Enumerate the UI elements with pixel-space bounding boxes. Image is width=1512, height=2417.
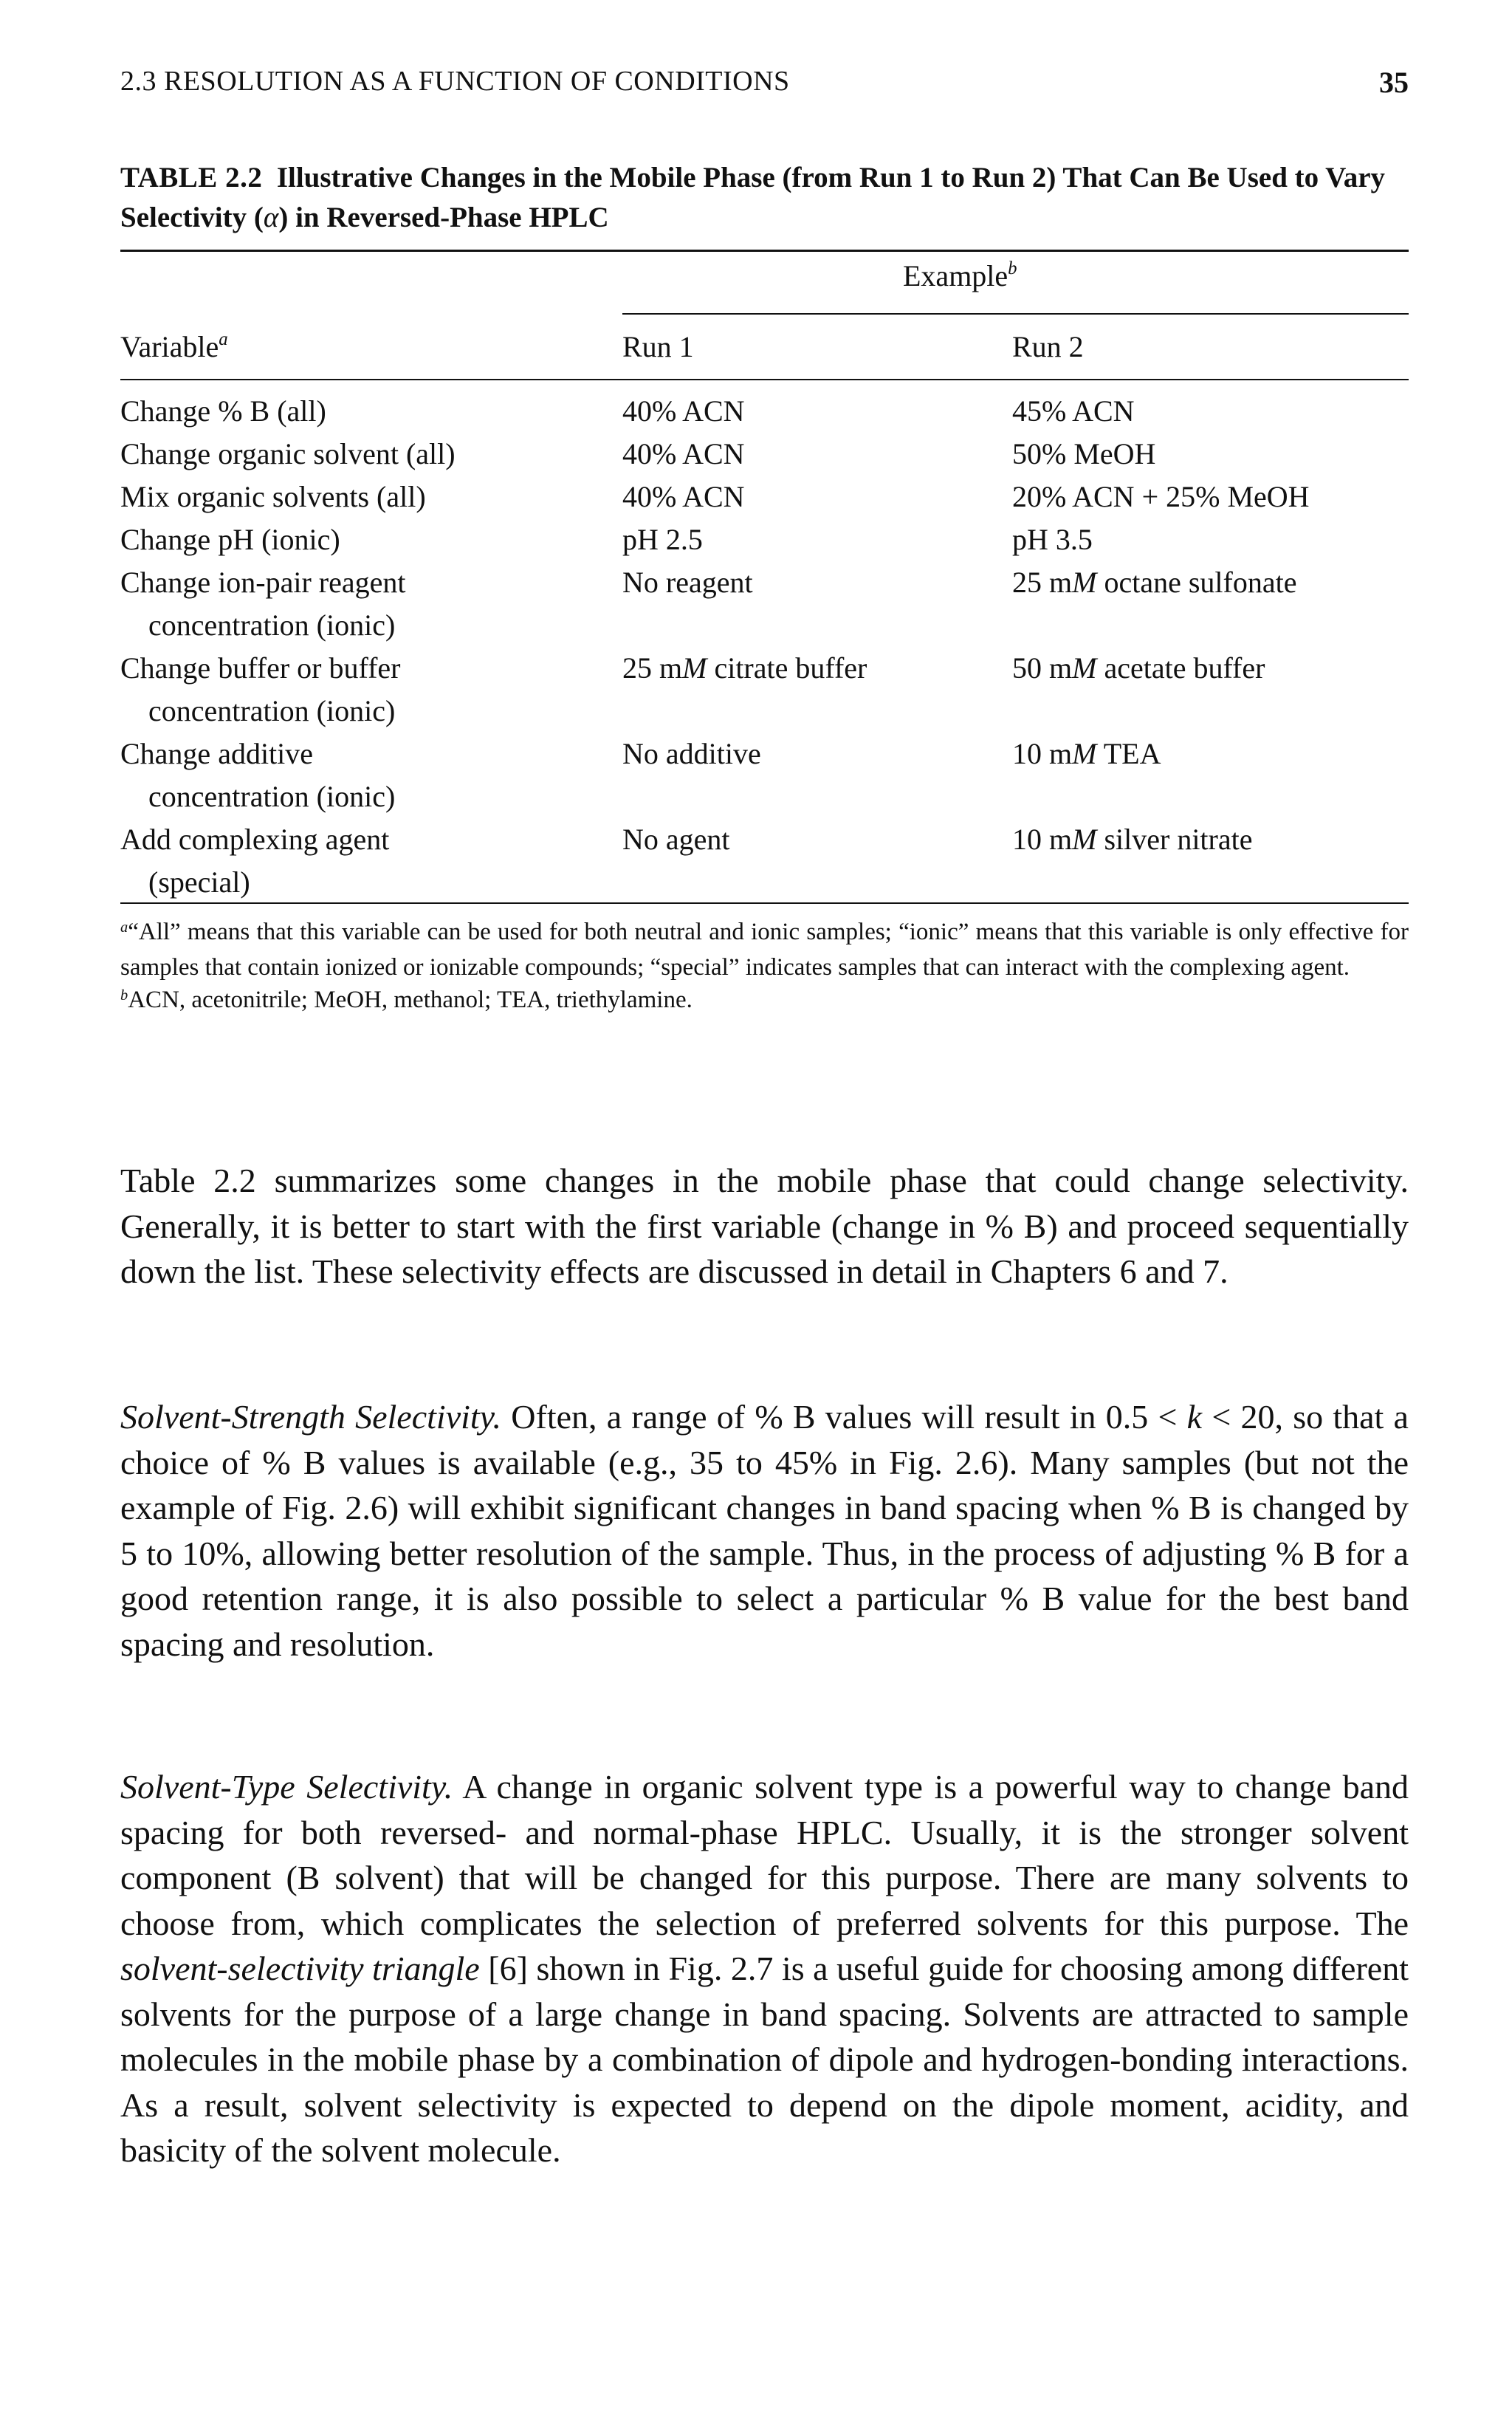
run1-cell xyxy=(622,476,745,518)
running-title: 2.3 RESOLUTION AS A FUNCTION OF CONDITIONS xyxy=(120,66,790,97)
footnote-b-mark: b xyxy=(120,987,128,1004)
run2-cell xyxy=(1012,561,1296,604)
variable-note-mark: a xyxy=(219,329,228,349)
paragraph-solvent-type xyxy=(120,1764,1409,2173)
table-title-part2: ) in Reversed-Phase HPLC xyxy=(278,202,609,233)
table-row xyxy=(120,561,1409,647)
run2-cell xyxy=(1012,647,1265,690)
paragraph-solvent-strength xyxy=(120,1394,1409,1667)
run2-unit: M xyxy=(1072,823,1097,856)
variable-cell xyxy=(120,476,608,518)
run2-cell xyxy=(1012,733,1161,775)
column-header-run2: Run 2 xyxy=(1012,330,1084,363)
run1-text-rest: citrate buffer xyxy=(707,651,867,685)
book-page xyxy=(120,0,1409,2417)
run2-cell xyxy=(1012,433,1155,476)
variable-text: Mix organic solvents (all) xyxy=(120,480,426,513)
table-row xyxy=(120,390,1409,433)
footnote-a-mark: a xyxy=(120,919,128,936)
paragraph-text: A change in organic solvent type is a powerful way to change band spacing for both reversed- and normal-phase HPLC. Usually, it is the stronger solvent component (B solvent) that will be changed for this purpose. There are many solvents to choose from, which complicates the selection of preferred solvents for this purpose. The xyxy=(120,1768,1409,1942)
run2-text: 25 m xyxy=(1012,566,1073,599)
run2-cell xyxy=(1012,390,1135,433)
run1-text: 25 m xyxy=(622,651,683,685)
paragraph-table-summary: Table 2.2 summarizes some changes in the mobile phase that could change selectivity. Generally, it is better to start with the first variable (change in % B) and proceed sequentially down the list. These selectivity effects are discussed in detail in Chapters 6 and 7. xyxy=(120,1162,1409,1290)
run1-unit: M xyxy=(682,651,707,685)
table-title-part1: Illustrative Changes in the Mobile Phase (from Run 1 to Run 2) That Can Be Used to Vary Selectivity ( xyxy=(120,162,1386,233)
run1-cell xyxy=(622,561,753,604)
variable-text-continued: (special) xyxy=(148,865,250,899)
footnote-b-text: ACN, acetonitrile; MeOH, methanol; TEA, triethylamine. xyxy=(128,987,693,1013)
run2-text: 50 m xyxy=(1012,651,1073,685)
run1-cell xyxy=(622,818,730,861)
variable-cell xyxy=(120,561,608,647)
example-header-label: Example xyxy=(903,259,1008,292)
table-row xyxy=(120,476,1409,518)
table-header-rule xyxy=(120,379,1409,380)
run1-text: No agent xyxy=(622,823,730,856)
run2-text-rest: acetate buffer xyxy=(1096,651,1265,685)
runin-heading-solvent-strength: Solvent-Strength Selectivity. xyxy=(120,1398,502,1436)
table-top-rule xyxy=(120,250,1409,252)
retention-factor-symbol: k xyxy=(1186,1398,1203,1436)
run2-text: 20% ACN + 25% MeOH xyxy=(1012,480,1310,513)
table-title-symbol: α xyxy=(263,202,279,233)
variable-text-continued: concentration (ionic) xyxy=(148,608,396,642)
example-span-rule xyxy=(622,313,1409,315)
variable-text: Change % B (all) xyxy=(120,394,326,428)
table-bottom-rule xyxy=(120,902,1409,904)
column-header-variable xyxy=(120,329,228,364)
run1-text: No reagent xyxy=(622,566,753,599)
run2-text-rest: octane sulfonate xyxy=(1096,566,1297,599)
run1-text: 40% ACN xyxy=(622,480,745,513)
run2-text: pH 3.5 xyxy=(1012,523,1093,556)
paragraph-text: Often, a range of % B values will result in 0.5 < xyxy=(501,1398,1187,1436)
run1-cell xyxy=(622,390,745,433)
run1-cell xyxy=(622,433,745,476)
table-caption xyxy=(120,158,1409,238)
run1-text: 40% ACN xyxy=(622,437,745,470)
paragraph-text-rest: < 20, so that a choice of % B values is available (e.g., 35 to 45% in Fig. 2.6). Many samples (but not the example of Fig. 2.6) will exhibit significant changes in band spacing when % B is changed by 5 to 10%, allowing better resolution of the sample. Thus, in the process of adjusting % B for a good retention range, it is also possible to select a particular % B value for the best band spacing and resolution. xyxy=(120,1398,1409,1663)
variable-cell xyxy=(120,518,608,561)
variable-cell xyxy=(120,390,608,433)
example-header xyxy=(903,258,1017,293)
column-header-variable-label: Variable xyxy=(120,330,219,363)
run2-text: 10 m xyxy=(1012,823,1073,856)
variable-text: Change pH (ionic) xyxy=(120,523,340,556)
variable-cell xyxy=(120,818,608,904)
run2-cell xyxy=(1012,476,1310,518)
table-row xyxy=(120,518,1409,561)
emphasized-term: solvent-selectivity triangle xyxy=(120,1950,480,1987)
variable-text: Add complexing agent xyxy=(120,823,390,856)
run2-unit: M xyxy=(1072,566,1097,599)
table-row xyxy=(120,733,1409,818)
running-header xyxy=(120,65,1409,106)
run1-text: pH 2.5 xyxy=(622,523,703,556)
run1-cell xyxy=(622,647,867,690)
run1-cell xyxy=(622,518,703,561)
table-row xyxy=(120,433,1409,476)
variable-text-continued: concentration (ionic) xyxy=(148,694,396,727)
variable-text: Change organic solvent (all) xyxy=(120,437,456,470)
run2-text: 45% ACN xyxy=(1012,394,1135,428)
run2-unit: M xyxy=(1072,737,1097,770)
run1-text: No additive xyxy=(622,737,761,770)
run2-text-rest: silver nitrate xyxy=(1096,823,1253,856)
run2-unit: M xyxy=(1072,651,1097,685)
footnote-a xyxy=(120,916,1409,984)
footnote-a-text: “All” means that this variable can be used for both neutral and ionic samples; “ionic” means that this variable is only effective for samples that contain ionized or ionizable compounds; “special” indicates samples that can interact with the complexing agent. xyxy=(120,919,1409,981)
run1-cell xyxy=(622,733,761,775)
run2-cell xyxy=(1012,518,1093,561)
column-header-run1: Run 1 xyxy=(622,330,694,363)
run2-text-rest: TEA xyxy=(1096,737,1161,770)
variable-text: Change buffer or buffer xyxy=(120,651,401,685)
table-row xyxy=(120,818,1409,904)
variable-text-continued: concentration (ionic) xyxy=(148,780,396,813)
variable-text: Change additive xyxy=(120,737,314,770)
example-note-mark: b xyxy=(1008,258,1017,278)
table-body xyxy=(120,390,1409,904)
run2-cell xyxy=(1012,818,1253,861)
table-footnotes xyxy=(120,916,1409,1019)
page-number: 35 xyxy=(1379,66,1409,99)
table-label: TABLE 2.2 xyxy=(120,162,263,193)
variable-cell xyxy=(120,733,608,818)
variable-cell xyxy=(120,433,608,476)
run1-text: 40% ACN xyxy=(622,394,745,428)
paragraph-text-rest: [6] shown in Fig. 2.7 is a useful guide for choosing among different solvents for the purpose of a large change in band spacing. Solvents are attracted to sample molecules in the mobile phase by a combination of dipole and hydrogen-bonding interactions. As a result, solvent selectivity is expected to depend on the dipole moment, acidity, and basicity of the solvent molecule. xyxy=(120,1950,1409,2169)
runin-heading-solvent-type: Solvent-Type Selectivity. xyxy=(120,1768,453,1806)
run2-text: 10 m xyxy=(1012,737,1073,770)
footnote-b xyxy=(120,984,1409,1019)
variable-cell xyxy=(120,647,608,733)
table-row xyxy=(120,647,1409,733)
run2-text: 50% MeOH xyxy=(1012,437,1156,470)
variable-text: Change ion-pair reagent xyxy=(120,566,406,599)
